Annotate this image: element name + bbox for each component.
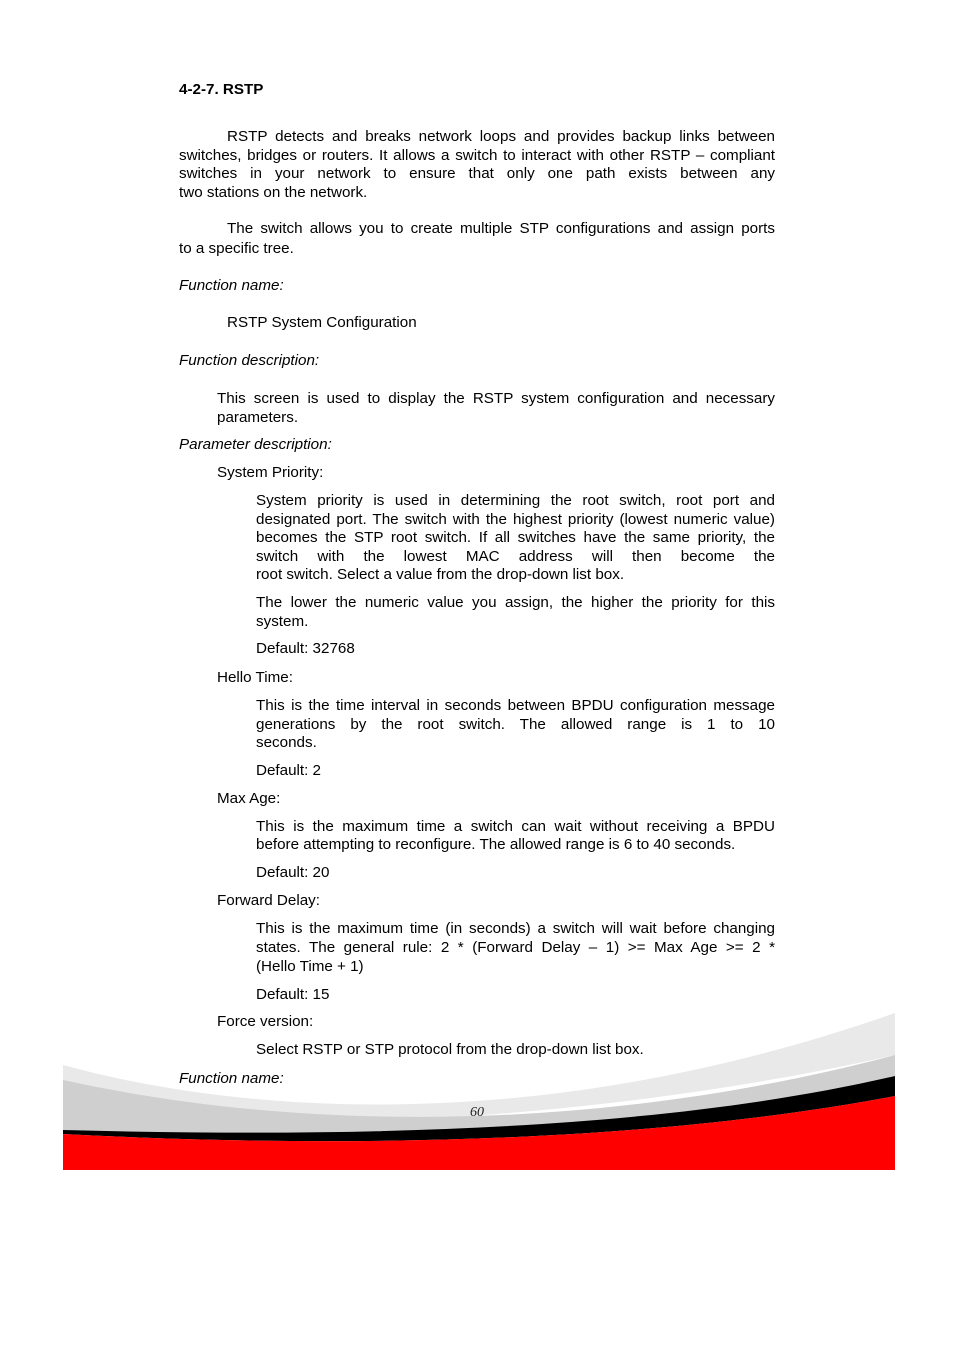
param-max-age-desc-end: before attempting to reconfigure. The allowed range is 6 to 40 seconds. xyxy=(256,836,736,853)
section-heading: 4-2-7. RSTP xyxy=(179,81,264,98)
function-name-label-2: Function name: xyxy=(179,1070,284,1087)
param-force-version-desc: Select RSTP or STP protocol from the drop-down list box. xyxy=(256,1041,644,1058)
param-hello-time-default: Default: 2 xyxy=(256,762,322,779)
param-max-age-label: Max Age: xyxy=(217,790,281,807)
param-system-priority-desc: System priority is used in determining the root switch, root port and designated port. The switch with the highest priority (lowest numeric value) becomes the STP root switch. If all switches have the same priority, the switch with the lowest MAC address will then become the xyxy=(256,492,775,565)
page-number: 60 xyxy=(470,1105,484,1120)
intro-paragraph-1: RSTP detects and breaks network loops and provides backup links between switches, bridges or routers. It allows a switch to interact with other RSTP – compliant switches in your network to ensure that only one path exists between any xyxy=(179,128,775,183)
param-hello-time-desc-end: seconds. xyxy=(256,734,317,751)
param-system-priority-note-end: system. xyxy=(256,613,309,630)
function-name-value: RSTP System Configuration xyxy=(227,314,417,331)
param-system-priority-default: Default: 32768 xyxy=(256,640,355,657)
param-force-version-label: Force version: xyxy=(217,1013,314,1030)
function-description-text: This screen is used to display the RSTP system configuration and necessary xyxy=(217,390,775,407)
param-max-age-default: Default: 20 xyxy=(256,864,330,881)
parameter-description-label: Parameter description: xyxy=(179,436,332,453)
param-forward-delay-desc-end: (Hello Time + 1) xyxy=(256,958,364,975)
param-forward-delay-label: Forward Delay: xyxy=(217,892,320,909)
function-description-label: Function description: xyxy=(179,352,320,369)
param-system-priority-note: The lower the numeric value you assign, the higher the priority for this xyxy=(256,594,775,611)
param-hello-time-desc: This is the time interval in seconds between BPDU configuration message generations by the root switch. The allowed range is 1 to 10 xyxy=(256,697,775,733)
function-description-text-end: parameters. xyxy=(217,409,299,426)
param-forward-delay-default: Default: 15 xyxy=(256,986,330,1003)
param-forward-delay-desc: This is the maximum time (in seconds) a switch will wait before changing states. The general rule: 2 * (Forward Delay – 1) >= Max Age >= 2 * xyxy=(256,920,775,956)
param-max-age-desc: This is the maximum time a switch can wait without receiving a BPDU xyxy=(256,818,775,835)
intro-paragraph-1-end: two stations on the network. xyxy=(179,184,368,201)
param-hello-time-label: Hello Time: xyxy=(217,669,293,686)
intro-paragraph-2-end: to a specific tree. xyxy=(179,240,294,257)
param-system-priority-label: System Priority: xyxy=(217,464,324,481)
function-name-label: Function name: xyxy=(179,277,284,294)
footer-swoosh-graphic xyxy=(63,1010,895,1170)
param-system-priority-desc-end: root switch. Select a value from the drop-down list box. xyxy=(256,566,625,583)
intro-paragraph-2: The switch allows you to create multiple STP configurations and assign ports xyxy=(227,220,775,237)
